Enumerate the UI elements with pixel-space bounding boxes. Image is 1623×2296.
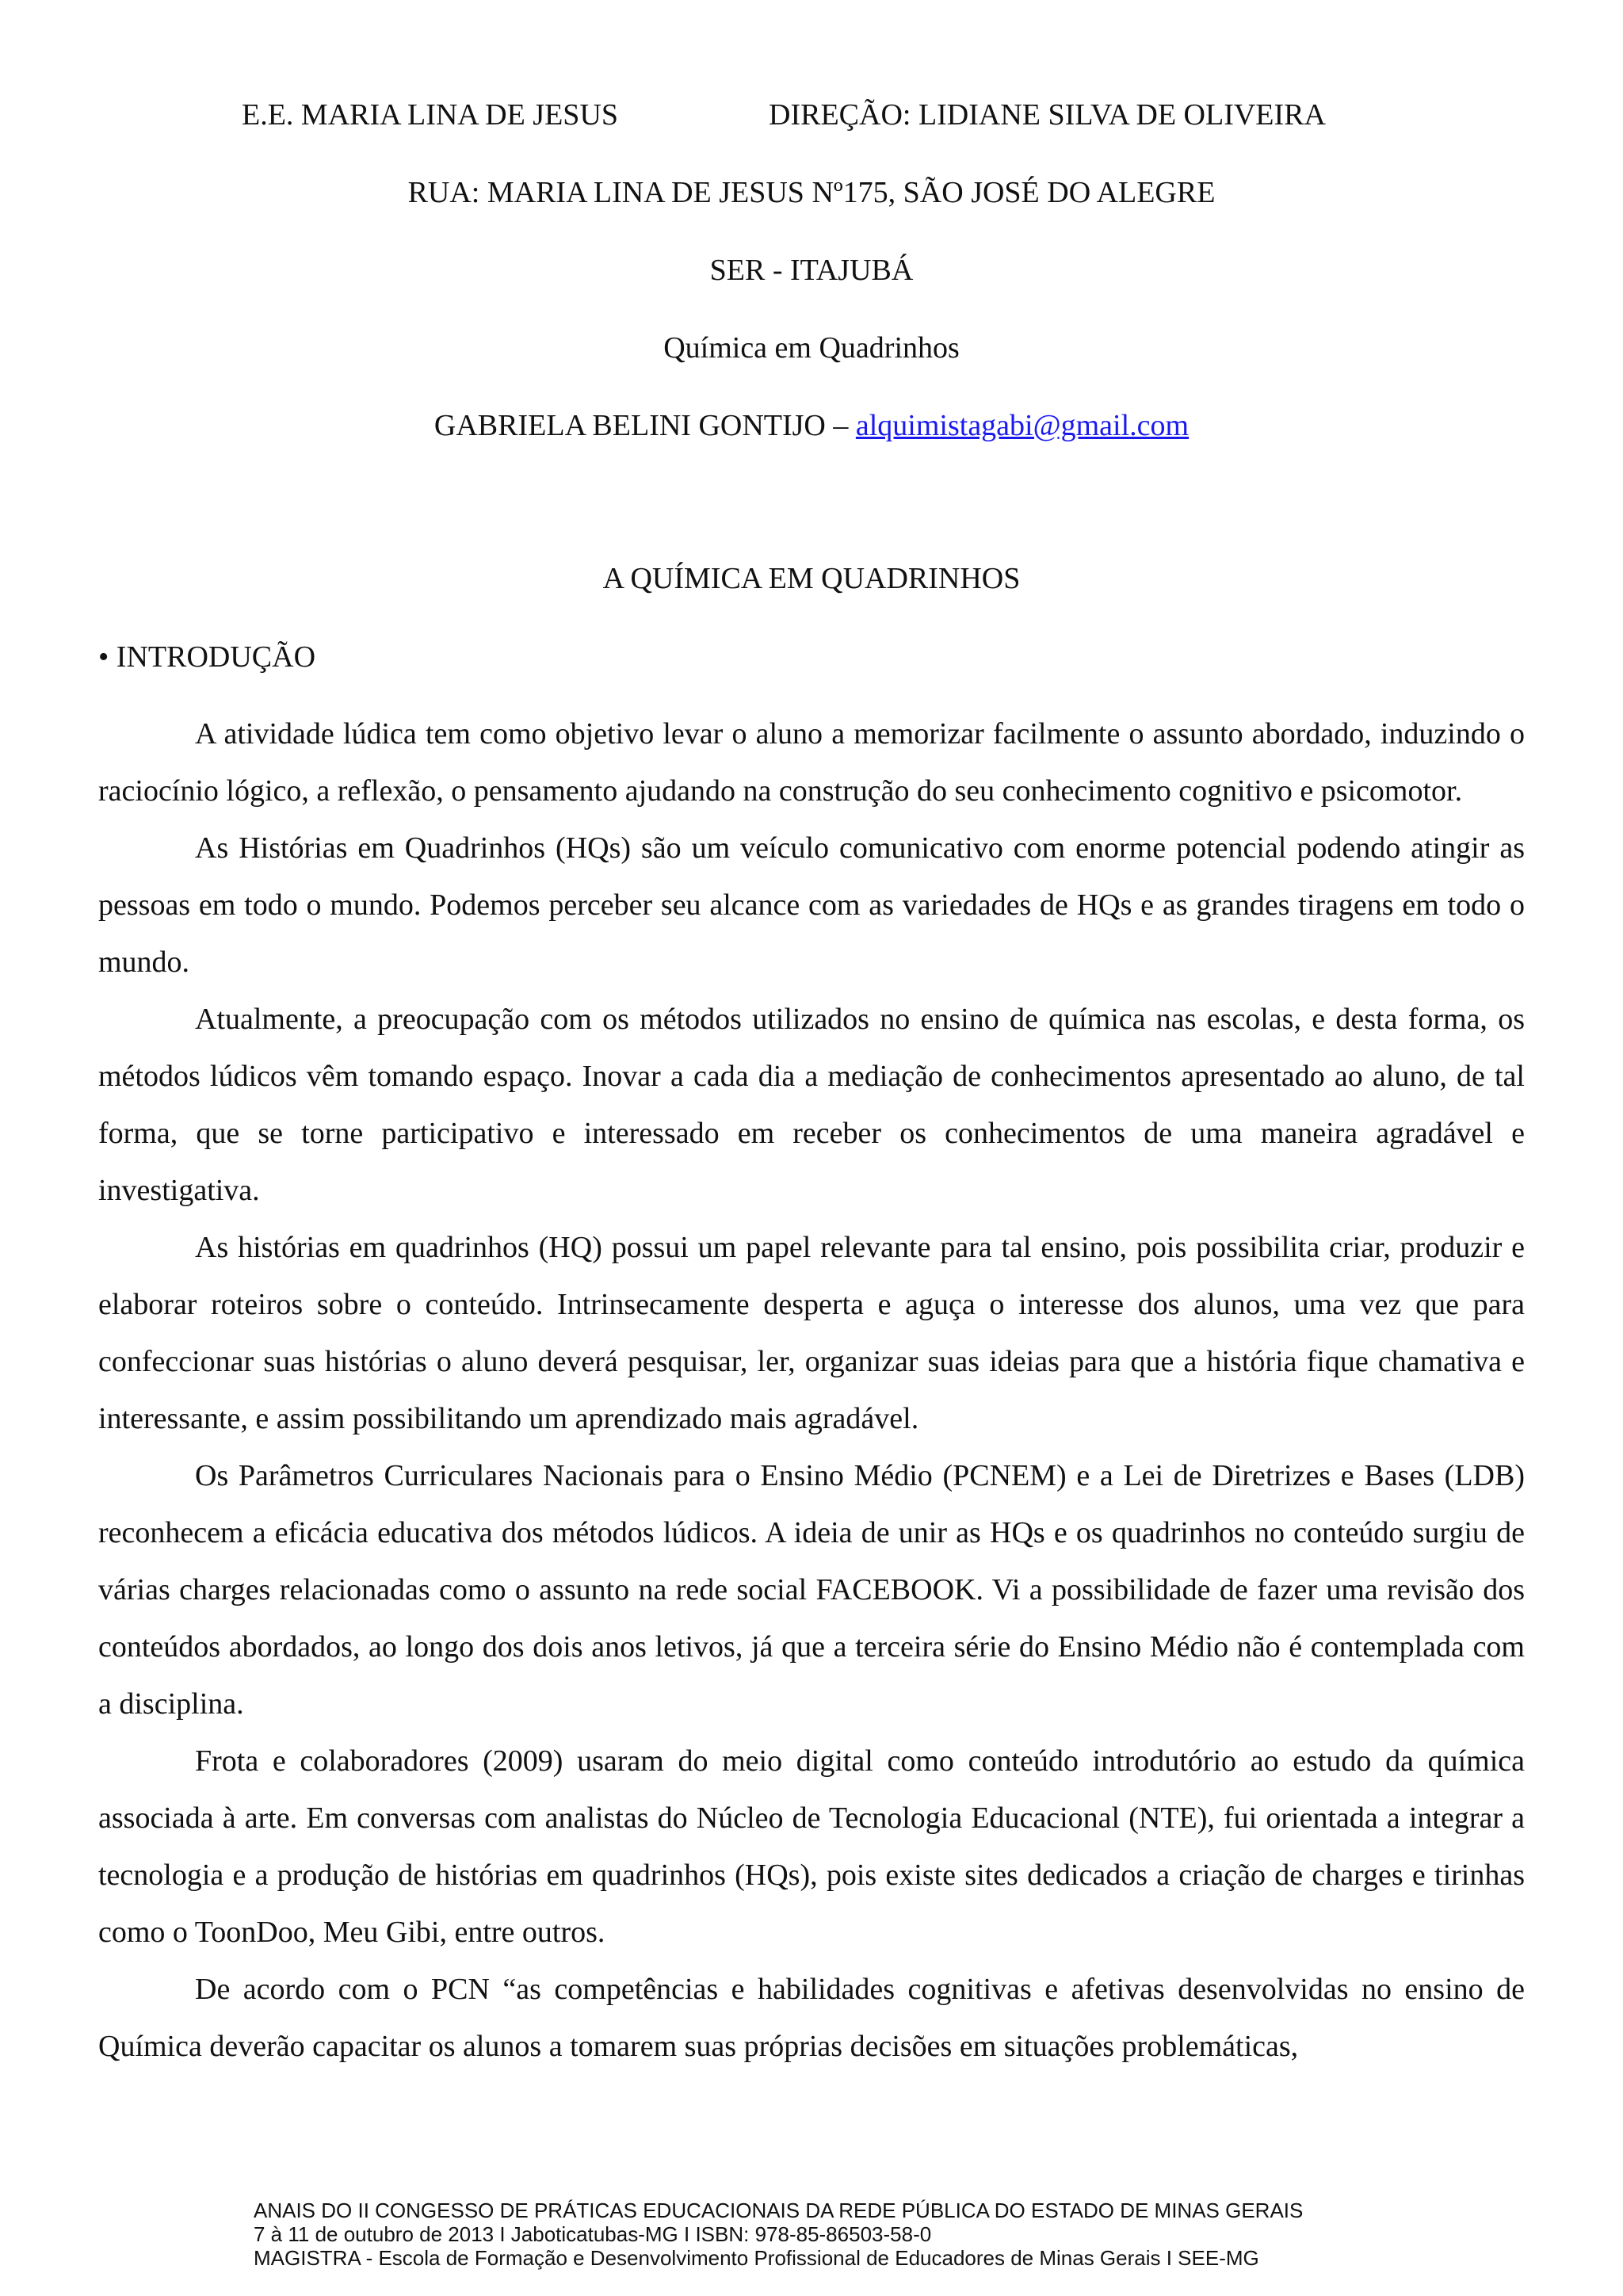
paragraph: Frota e colaboradores (2009) usaram do meio digital como conteúdo introdutório ao estudo da química associada à arte. Em conversas com analistas do Núcleo de Tecnologia Educacional (NTE), fui orientada a integrar a tecnologia e a produção de histórias em quadrinhos (HQs), pois existe sites dedicados a criação de charges e tirinhas como o ToonDoo, Meu Gibi, entre outros.: [98, 1744, 1525, 1949]
paragraph: As histórias em quadrinhos (HQ) possui um papel relevante para tal ensino, pois possibilita criar, produzir e elaborar roteiros sobre o conteúdo. Intrinsecamente desperta e aguça o interesse dos alunos, uma vez que para confeccionar suas histórias o aluno deverá pesquisar, ler, organizar suas ideias para que a história fique chamativa e interessante, e assim possibilitando um aprendizado mais agradável.: [98, 1231, 1525, 1435]
introduction-body: [98, 705, 1525, 2075]
footer-institution-line: MAGISTRA - Escola de Formação e Desenvolvimento Profissional de Educadores de Minas Gerais I SEE-MG: [254, 2246, 1259, 2270]
section-heading-introduction: • INTRODUÇÃO: [98, 640, 316, 674]
school-name: E.E. MARIA LINA DE JESUS: [242, 98, 619, 132]
paragraph: De acordo com o PCN “as competências e habilidades cognitivas e afetivas desenvolvidas no ensino de Química deverão capacitar os alunos a tomarem suas próprias decisões em situações problemáticas,: [98, 1973, 1525, 2063]
paragraph: A atividade lúdica tem como objetivo levar o aluno a memorizar facilmente o assunto abordado, induzindo o raciocínio lógico, a reflexão, o pensamento ajudando na construção do seu conhecimento cognitivo e psicomotor.: [98, 717, 1525, 808]
document-title: A QUÍMICA EM QUADRINHOS: [602, 562, 1021, 595]
page-footer: [254, 2199, 1303, 2270]
footer-congress-line: ANAIS DO II CONGESSO DE PRÁTICAS EDUCACIONAIS DA REDE PÚBLICA DO ESTADO DE MINAS GERAIS: [254, 2199, 1304, 2222]
school-direction: DIREÇÃO: LIDIANE SILVA DE OLIVEIRA: [769, 98, 1326, 132]
school-address: RUA: MARIA LINA DE JESUS Nº175, SÃO JOSÉ DO ALEGRE: [407, 176, 1216, 209]
author-email-link[interactable]: alquimistagabi@gmail.com: [855, 409, 1190, 442]
paragraph: As Histórias em Quadrinhos (HQs) são um veículo comunicativo com enorme potencial podendo atingir as pessoas em todo o mundo. Podemos perceber seu alcance com as variedades de HQs e as grandes tiragens em todo o mundo.: [98, 831, 1525, 979]
paragraph: Os Parâmetros Curriculares Nacionais para o Ensino Médio (PCNEM) e a Lei de Diretrizes e Bases (LDB) reconhecem a eficácia educativa dos métodos lúdicos. A ideia de unir as HQs e os quadrinhos no conteúdo surgiu de várias charges relacionadas como o assunto na rede social FACEBOOK. Vi a possibilidade de fazer uma revisão dos conteúdos abordados, ao longo dos dois anos letivos, já que a terceira série do Ensino Médio não é contemplada com a disciplina.: [98, 1459, 1525, 1721]
paragraph: Atualmente, a preocupação com os métodos utilizados no ensino de química nas escolas, e desta forma, os métodos lúdicos vêm tomando espaço. Inovar a cada dia a mediação de conhecimentos apresentado ao aluno, de tal forma, que se torne participativo e interessado em receber os conhecimentos de uma maneira agradável e investigativa.: [98, 1003, 1525, 1207]
author-line: [0, 407, 1623, 444]
project-name: Química em Quadrinhos: [663, 331, 960, 365]
footer-date-isbn-line: 7 à 11 de outubro de 2013 I Jaboticatubas-MG I ISBN: 978-85-86503-58-0: [254, 2222, 932, 2246]
author-name: GABRIELA BELINI GONTIJO –: [433, 409, 849, 442]
school-region: SER - ITAJUBÁ: [709, 254, 914, 287]
